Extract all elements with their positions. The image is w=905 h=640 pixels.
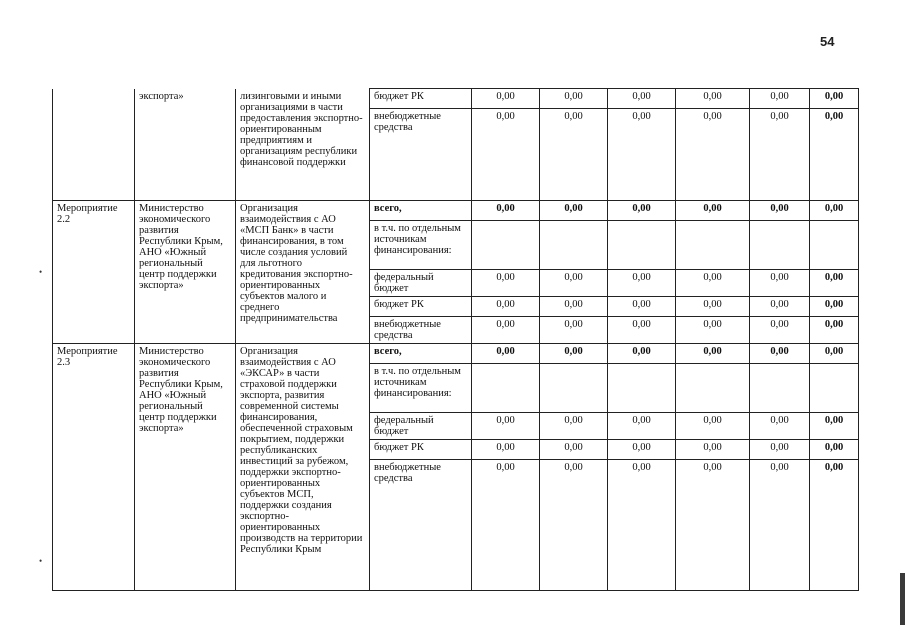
value-cell: 0,00 — [608, 297, 676, 317]
value-cell: 0,00 — [472, 440, 540, 460]
description-cell: лизинговыми и иными организациями в части предоставления экспортно-ориентированным предприятиям и организациям республики финансовой поддержки — [236, 89, 370, 201]
value-cell: 0,00 — [810, 201, 859, 221]
table-row — [53, 344, 859, 364]
value-cell: 0,00 — [540, 344, 608, 364]
value-cell: 0,00 — [540, 440, 608, 460]
value-cell: 0,00 — [472, 297, 540, 317]
value-cell: 0,00 — [472, 89, 540, 109]
value-cell: 0,00 — [540, 270, 608, 297]
value-cell: 0,00 — [608, 460, 676, 591]
source-cell: внебюджетные средства — [370, 460, 472, 591]
value-cell: 0,00 — [810, 460, 859, 591]
source-cell: внебюджетные средства — [370, 109, 472, 201]
page-number: 54 — [820, 34, 835, 49]
value-cell: 0,00 — [750, 89, 810, 109]
value-cell: 0,00 — [750, 109, 810, 201]
margin-dot: • — [39, 267, 43, 277]
value-cell: 0,00 — [540, 109, 608, 201]
value-cell: 0,00 — [810, 317, 859, 344]
value-cell: 0,00 — [676, 344, 750, 364]
value-cell: 0,00 — [676, 109, 750, 201]
value-cell: 0,00 — [608, 440, 676, 460]
value-cell: 0,00 — [810, 440, 859, 460]
value-cell: 0,00 — [540, 201, 608, 221]
empty-cell — [472, 221, 540, 270]
value-cell: 0,00 — [676, 201, 750, 221]
source-cell: бюджет РК — [370, 297, 472, 317]
value-cell: 0,00 — [472, 344, 540, 364]
empty-cell — [750, 364, 810, 413]
value-cell: 0,00 — [540, 413, 608, 440]
source-cell: внебюджетные средства — [370, 317, 472, 344]
empty-cell — [750, 221, 810, 270]
value-cell: 0,00 — [810, 109, 859, 201]
value-cell: 0,00 — [676, 460, 750, 591]
margin-dot: • — [39, 556, 43, 566]
value-cell: 0,00 — [750, 201, 810, 221]
value-cell: 0,00 — [472, 109, 540, 201]
value-cell: 0,00 — [472, 201, 540, 221]
empty-cell — [540, 364, 608, 413]
scan-edge-mark — [900, 573, 905, 625]
executor-cell: Министерство экономического развития Республики Крым, АНО «Южный региональный центр поддержки экспорта» — [135, 201, 236, 344]
value-cell: 0,00 — [750, 413, 810, 440]
value-cell: 0,00 — [676, 297, 750, 317]
value-cell: 0,00 — [676, 413, 750, 440]
source-cell: бюджет РК — [370, 89, 472, 109]
value-cell: 0,00 — [540, 89, 608, 109]
value-cell: 0,00 — [472, 460, 540, 591]
measure-cell: Мероприятие 2.3 — [53, 344, 135, 591]
empty-cell — [540, 221, 608, 270]
value-cell: 0,00 — [810, 297, 859, 317]
value-cell: 0,00 — [608, 413, 676, 440]
value-cell: 0,00 — [750, 317, 810, 344]
source-cell: бюджет РК — [370, 440, 472, 460]
source-cell: федеральный бюджет — [370, 413, 472, 440]
value-cell: 0,00 — [810, 89, 859, 109]
empty-cell — [810, 221, 859, 270]
value-cell: 0,00 — [750, 297, 810, 317]
value-cell: 0,00 — [608, 89, 676, 109]
empty-cell — [608, 221, 676, 270]
value-cell: 0,00 — [676, 317, 750, 344]
value-cell: 0,00 — [608, 201, 676, 221]
value-cell: 0,00 — [810, 270, 859, 297]
value-cell: 0,00 — [608, 109, 676, 201]
value-cell: 0,00 — [472, 413, 540, 440]
value-cell: 0,00 — [676, 89, 750, 109]
value-cell: 0,00 — [540, 297, 608, 317]
value-cell: 0,00 — [608, 270, 676, 297]
value-cell: 0,00 — [472, 270, 540, 297]
value-cell: 0,00 — [810, 413, 859, 440]
empty-cell — [608, 364, 676, 413]
description-cell: Организация взаимодействия с АО «МСП Банк» в части финансирования, в том числе создания условий для льготного кредитования экспортно-ориентированных субъектов малого и среднего предпринимательства — [236, 201, 370, 344]
value-cell: 0,00 — [750, 344, 810, 364]
table-row — [53, 201, 859, 221]
value-cell: 0,00 — [540, 317, 608, 344]
value-cell: 0,00 — [750, 440, 810, 460]
financing-table — [52, 88, 859, 591]
value-cell: 0,00 — [750, 460, 810, 591]
executor-cell: экспорта» — [135, 89, 236, 201]
source-cell: в т.ч. по отдельным источникам финансирования: — [370, 364, 472, 413]
measure-cell — [53, 89, 135, 201]
source-cell: всего, — [370, 201, 472, 221]
value-cell: 0,00 — [676, 270, 750, 297]
value-cell: 0,00 — [472, 317, 540, 344]
source-cell: всего, — [370, 344, 472, 364]
value-cell: 0,00 — [608, 317, 676, 344]
table-row — [53, 89, 859, 109]
value-cell: 0,00 — [676, 440, 750, 460]
executor-cell: Министерство экономического развития Республики Крым, АНО «Южный региональный центр поддержки экспорта» — [135, 344, 236, 591]
value-cell: 0,00 — [540, 460, 608, 591]
value-cell: 0,00 — [810, 344, 859, 364]
source-cell: в т.ч. по отдельным источникам финансирования: — [370, 221, 472, 270]
measure-cell: Мероприятие 2.2 — [53, 201, 135, 344]
description-cell: Организация взаимодействия с АО «ЭКСАР» в части страховой поддержки экспорта, развития современной системы финансирования, обеспеченной страховым покрытием, поддержки республиканских инвестиций за рубежом, поддержки экспортно-ориентированных субъектов МСП, поддержки создания экспортно-ориентированных производств на территории Республики Крым — [236, 344, 370, 591]
value-cell: 0,00 — [750, 270, 810, 297]
empty-cell — [810, 364, 859, 413]
empty-cell — [472, 364, 540, 413]
value-cell: 0,00 — [608, 344, 676, 364]
empty-cell — [676, 364, 750, 413]
source-cell: федеральный бюджет — [370, 270, 472, 297]
empty-cell — [676, 221, 750, 270]
